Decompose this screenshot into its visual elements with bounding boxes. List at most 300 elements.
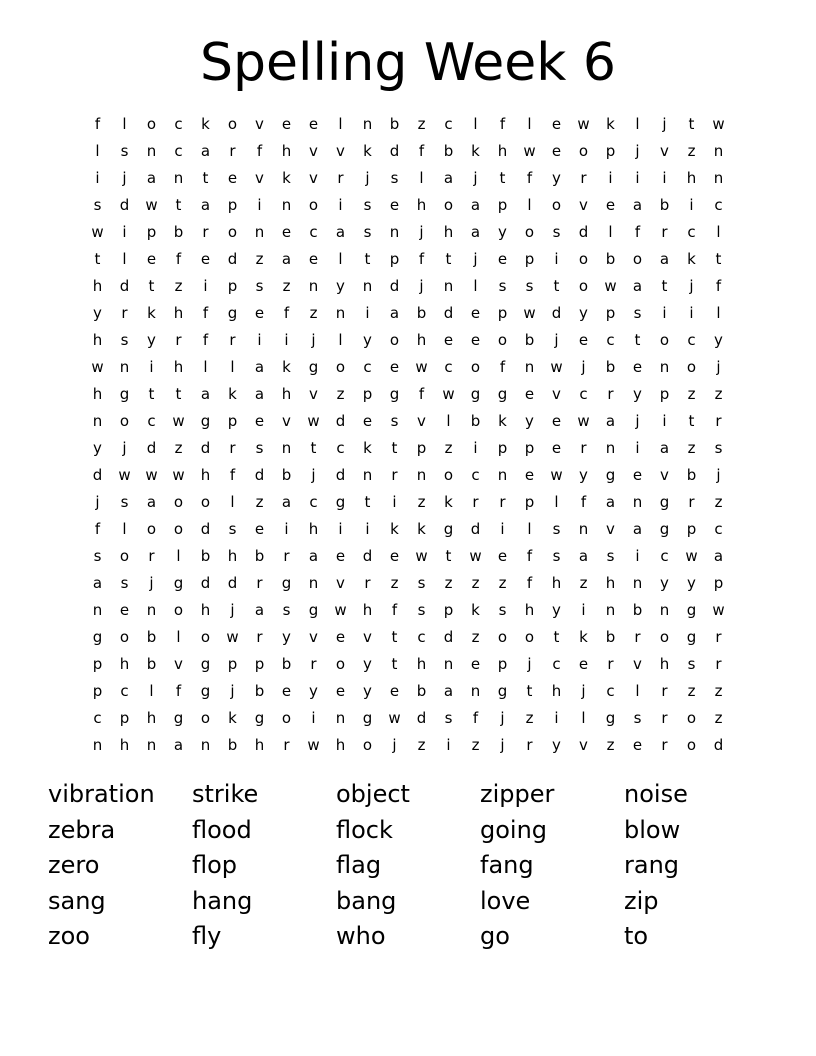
grid-row: [84, 354, 732, 381]
grid-letter: j: [230, 682, 235, 700]
grid-letter: j: [122, 169, 127, 187]
grid-letter: t: [445, 250, 452, 268]
grid-letter: e: [389, 547, 400, 565]
grid-letter: w: [712, 115, 725, 133]
grid-letter: k: [147, 304, 156, 322]
grid-letter: k: [444, 493, 453, 511]
grid-letter: l: [230, 358, 235, 376]
grid-letter: z: [579, 574, 588, 592]
grid-letter: v: [660, 466, 669, 484]
grid-letter: h: [173, 304, 184, 322]
grid-letter: p: [524, 439, 535, 457]
grid-letter: o: [362, 736, 373, 754]
grid-letter: s: [687, 655, 696, 673]
grid-letter: g: [92, 628, 103, 646]
grid-letter: s: [282, 601, 291, 619]
grid-letter: z: [255, 493, 264, 511]
grid-letter: v: [579, 196, 588, 214]
grid-row: [84, 705, 732, 732]
grid-letter: w: [415, 358, 428, 376]
grid-letter: j: [554, 331, 559, 349]
grid-letter: d: [119, 277, 130, 295]
grid-letter: b: [389, 115, 400, 133]
grid-letter: k: [390, 520, 399, 538]
grid-letter: v: [255, 115, 264, 133]
grid-letter: e: [443, 331, 454, 349]
grid-letter: f: [418, 250, 425, 268]
grid-letter: k: [687, 250, 696, 268]
grid-letter: s: [390, 412, 399, 430]
grid-letter: e: [389, 682, 400, 700]
grid-letter: z: [390, 574, 399, 592]
grid-letter: z: [606, 736, 615, 754]
grid-row: [84, 138, 732, 165]
grid-letter: e: [335, 682, 346, 700]
grid-row: [84, 624, 732, 651]
grid-letter: b: [200, 547, 211, 565]
grid-letter: r: [364, 574, 371, 592]
grid-letter: i: [257, 331, 262, 349]
grid-letter: w: [550, 466, 563, 484]
grid-letter: n: [146, 601, 157, 619]
grid-letter: o: [146, 115, 157, 133]
grid-letter: t: [634, 331, 641, 349]
grid-letter: s: [498, 601, 507, 619]
grid-letter: o: [119, 628, 130, 646]
grid-letter: o: [443, 466, 454, 484]
grid-letter: n: [173, 169, 184, 187]
grid-letter: c: [687, 223, 696, 241]
grid-letter: f: [499, 115, 506, 133]
grid-letter: y: [714, 331, 723, 349]
grid-letter: k: [201, 115, 210, 133]
grid-letter: v: [336, 142, 345, 160]
grid-letter: f: [472, 709, 479, 727]
grid-letter: j: [392, 736, 397, 754]
grid-letter: n: [659, 358, 670, 376]
grid-letter: t: [688, 412, 695, 430]
grid-letter: t: [553, 277, 560, 295]
grid-letter: i: [554, 709, 559, 727]
grid-letter: d: [416, 709, 427, 727]
grid-letter: d: [443, 628, 454, 646]
grid-letter: a: [200, 385, 211, 403]
grid-letter: e: [551, 115, 562, 133]
grid-letter: z: [714, 682, 723, 700]
grid-letter: v: [633, 655, 642, 673]
grid-letter: p: [227, 655, 238, 673]
grid-letter: w: [523, 304, 536, 322]
grid-letter: f: [94, 115, 101, 133]
grid-letter: k: [471, 142, 480, 160]
grid-letter: p: [497, 439, 508, 457]
grid-letter: a: [200, 196, 211, 214]
grid-letter: w: [172, 466, 185, 484]
grid-letter: b: [605, 250, 616, 268]
grid-letter: o: [686, 709, 697, 727]
grid-letter: o: [443, 196, 454, 214]
grid-letter: z: [687, 439, 696, 457]
grid-letter: l: [95, 142, 100, 160]
grid-letter: h: [416, 196, 427, 214]
grid-letter: n: [308, 574, 319, 592]
grid-letter: p: [686, 520, 697, 538]
grid-letter: r: [229, 439, 236, 457]
grid-letter: p: [119, 709, 130, 727]
grid-letter: e: [470, 304, 481, 322]
grid-letter: g: [686, 628, 697, 646]
grid-letter: z: [471, 628, 480, 646]
grid-letter: g: [362, 709, 373, 727]
grid-letter: i: [608, 169, 613, 187]
grid-letter: c: [552, 655, 561, 673]
grid-letter: y: [579, 466, 588, 484]
word-list-row: [48, 848, 768, 884]
word-list-item: object: [336, 780, 410, 808]
grid-letter: e: [146, 250, 157, 268]
grid-letter: w: [172, 412, 185, 430]
grid-row: [84, 732, 732, 759]
grid-letter: z: [174, 277, 183, 295]
grid-letter: s: [228, 520, 237, 538]
grid-letter: r: [607, 385, 614, 403]
grid-letter: a: [632, 520, 643, 538]
grid-letter: l: [176, 628, 181, 646]
word-list-item: flop: [192, 851, 238, 879]
grid-letter: o: [335, 655, 346, 673]
grid-letter: s: [390, 169, 399, 187]
grid-letter: a: [713, 547, 724, 565]
grid-letter: z: [417, 736, 426, 754]
grid-letter: f: [202, 331, 209, 349]
grid-letter: b: [524, 331, 535, 349]
grid-letter: n: [632, 493, 643, 511]
grid-letter: e: [119, 601, 130, 619]
grid-letter: t: [148, 277, 155, 295]
grid-letter: o: [551, 196, 562, 214]
grid-letter: e: [254, 304, 265, 322]
grid-letter: h: [200, 601, 211, 619]
grid-letter: e: [254, 412, 265, 430]
grid-letter: v: [363, 628, 372, 646]
grid-letter: b: [659, 196, 670, 214]
grid-letter: n: [146, 142, 157, 160]
grid-letter: b: [173, 223, 184, 241]
grid-letter: n: [659, 601, 670, 619]
grid-row: [84, 381, 732, 408]
grid-letter: f: [634, 223, 641, 241]
grid-letter: z: [687, 385, 696, 403]
grid-letter: a: [470, 196, 481, 214]
grid-letter: t: [391, 655, 398, 673]
grid-letter: v: [282, 412, 291, 430]
grid-letter: i: [365, 520, 370, 538]
grid-letter: s: [363, 223, 372, 241]
grid-letter: y: [660, 574, 669, 592]
grid-letter: h: [524, 601, 535, 619]
grid-letter: c: [174, 142, 183, 160]
grid-letter: d: [200, 520, 211, 538]
grid-letter: a: [200, 142, 211, 160]
grid-letter: z: [444, 439, 453, 457]
grid-letter: w: [577, 412, 590, 430]
grid-letter: p: [416, 439, 427, 457]
grid-letter: i: [338, 196, 343, 214]
grid-letter: z: [471, 574, 480, 592]
word-list-item: flag: [336, 851, 382, 879]
word-list-item: noise: [624, 780, 688, 808]
grid-letter: v: [606, 520, 615, 538]
grid-letter: z: [471, 736, 480, 754]
word-list-item: vibration: [48, 780, 155, 808]
grid-letter: r: [175, 331, 182, 349]
grid-letter: p: [497, 304, 508, 322]
grid-letter: a: [254, 601, 265, 619]
grid-letter: i: [635, 439, 640, 457]
grid-letter: p: [254, 655, 265, 673]
grid-letter: o: [119, 547, 130, 565]
grid-letter: s: [552, 223, 561, 241]
grid-letter: d: [119, 196, 130, 214]
grid-letter: y: [363, 331, 372, 349]
grid-letter: r: [715, 655, 722, 673]
grid-letter: n: [92, 601, 103, 619]
grid-letter: r: [310, 655, 317, 673]
grid-letter: n: [308, 277, 319, 295]
grid-letter: o: [632, 250, 643, 268]
grid-letter: r: [526, 736, 533, 754]
grid-letter: h: [335, 736, 346, 754]
grid-letter: s: [633, 304, 642, 322]
grid-letter: p: [92, 682, 103, 700]
grid-letter: n: [335, 304, 346, 322]
grid-letter: e: [308, 250, 319, 268]
grid-letter: v: [552, 385, 561, 403]
grid-letter: w: [685, 547, 698, 565]
grid-letter: b: [146, 628, 157, 646]
grid-letter: c: [147, 412, 156, 430]
grid-letter: r: [148, 547, 155, 565]
grid-letter: f: [229, 466, 236, 484]
grid-letter: t: [499, 169, 506, 187]
grid-letter: w: [442, 385, 455, 403]
grid-letter: i: [635, 547, 640, 565]
grid-letter: n: [497, 466, 508, 484]
grid-letter: r: [580, 169, 587, 187]
grid-letter: z: [417, 493, 426, 511]
grid-letter: i: [338, 520, 343, 538]
grid-letter: s: [93, 547, 102, 565]
grid-letter: p: [605, 304, 616, 322]
grid-letter: y: [552, 736, 561, 754]
grid-letter: e: [497, 250, 508, 268]
grid-letter: p: [713, 574, 724, 592]
word-list-row: [48, 777, 768, 813]
word-list-item: go: [480, 922, 510, 950]
grid-letter: s: [633, 709, 642, 727]
grid-letter: b: [443, 142, 454, 160]
grid-letter: d: [227, 574, 238, 592]
grid-letter: n: [335, 709, 346, 727]
grid-letter: d: [227, 250, 238, 268]
grid-letter: i: [95, 169, 100, 187]
grid-row: [84, 489, 732, 516]
grid-letter: s: [120, 493, 129, 511]
grid-letter: p: [524, 250, 535, 268]
grid-letter: l: [527, 520, 532, 538]
grid-letter: f: [283, 304, 290, 322]
grid-row: [84, 192, 732, 219]
grid-letter: r: [607, 655, 614, 673]
grid-letter: z: [309, 304, 318, 322]
grid-letter: i: [284, 520, 289, 538]
grid-letter: v: [309, 628, 318, 646]
grid-letter: y: [336, 277, 345, 295]
grid-letter: r: [121, 304, 128, 322]
grid-letter: e: [524, 385, 535, 403]
grid-letter: p: [659, 385, 670, 403]
grid-letter: e: [578, 655, 589, 673]
grid-letter: r: [256, 628, 263, 646]
grid-letter: i: [149, 358, 154, 376]
grid-letter: y: [579, 304, 588, 322]
grid-letter: j: [716, 358, 721, 376]
grid-letter: b: [254, 682, 265, 700]
word-list-item: zip: [624, 886, 659, 915]
grid-letter: b: [416, 682, 427, 700]
grid-letter: d: [335, 466, 346, 484]
grid-letter: h: [416, 331, 427, 349]
grid-letter: a: [659, 439, 670, 457]
grid-letter: i: [311, 709, 316, 727]
grid-letter: o: [200, 493, 211, 511]
grid-letter: z: [714, 493, 723, 511]
grid-letter: r: [391, 466, 398, 484]
grid-letter: t: [175, 196, 182, 214]
grid-letter: e: [524, 466, 535, 484]
grid-letter: j: [149, 574, 154, 592]
grid-letter: h: [686, 169, 697, 187]
grid-letter: n: [362, 115, 373, 133]
grid-letter: w: [145, 196, 158, 214]
grid-letter: t: [553, 628, 560, 646]
grid-letter: r: [661, 682, 668, 700]
grid-letter: e: [335, 628, 346, 646]
grid-letter: l: [122, 520, 127, 538]
grid-letter: g: [659, 520, 670, 538]
grid-letter: l: [338, 115, 343, 133]
grid-letter: p: [227, 277, 238, 295]
grid-letter: j: [419, 223, 424, 241]
grid-letter: l: [338, 250, 343, 268]
grid-letter: r: [472, 493, 479, 511]
grid-letter: i: [500, 520, 505, 538]
grid-letter: l: [338, 331, 343, 349]
grid-letter: g: [443, 520, 454, 538]
grid-letter: f: [526, 169, 533, 187]
grid-letter: j: [527, 655, 532, 673]
grid-letter: t: [202, 169, 209, 187]
grid-letter: o: [200, 709, 211, 727]
grid-letter: k: [363, 439, 372, 457]
grid-letter: o: [146, 520, 157, 538]
grid-letter: c: [714, 520, 723, 538]
grid-letter: e: [281, 223, 292, 241]
grid-letter: l: [446, 412, 451, 430]
grid-letter: j: [581, 682, 586, 700]
grid-letter: h: [119, 736, 130, 754]
grid-letter: h: [254, 736, 265, 754]
grid-letter: l: [716, 223, 721, 241]
word-list-item: strike: [192, 780, 259, 808]
grid-letter: e: [551, 439, 562, 457]
grid-letter: g: [335, 493, 346, 511]
grid-letter: l: [608, 223, 613, 241]
grid-letter: r: [337, 169, 344, 187]
grid-letter: z: [417, 115, 426, 133]
grid-letter: r: [661, 223, 668, 241]
grid-letter: n: [470, 682, 481, 700]
grid-letter: i: [662, 169, 667, 187]
grid-letter: s: [93, 196, 102, 214]
grid-letter: j: [230, 601, 235, 619]
grid-letter: l: [527, 115, 532, 133]
grid-letter: b: [281, 655, 292, 673]
grid-letter: n: [92, 736, 103, 754]
grid-row: [84, 408, 732, 435]
grid-letter: a: [146, 493, 157, 511]
word-list-item: zebra: [48, 815, 116, 844]
grid-letter: i: [473, 439, 478, 457]
grid-letter: t: [661, 277, 668, 295]
grid-letter: a: [389, 304, 400, 322]
grid-letter: p: [362, 385, 373, 403]
grid-letter: j: [662, 115, 667, 133]
word-list-item: zipper: [480, 780, 555, 808]
grid-letter: n: [443, 655, 454, 673]
grid-letter: y: [282, 628, 291, 646]
grid-letter: s: [255, 439, 264, 457]
grid-letter: f: [715, 277, 722, 295]
grid-letter: b: [686, 466, 697, 484]
grid-letter: s: [525, 277, 534, 295]
word-list-item: flood: [192, 815, 252, 844]
grid-letter: b: [416, 304, 427, 322]
grid-letter: o: [659, 331, 670, 349]
grid-letter: r: [661, 709, 668, 727]
grid-letter: r: [661, 736, 668, 754]
grid-letter: z: [525, 709, 534, 727]
grid-letter: r: [499, 493, 506, 511]
grid-letter: p: [92, 655, 103, 673]
grid-letter: d: [146, 439, 157, 457]
grid-letter: e: [227, 169, 238, 187]
grid-letter: r: [634, 628, 641, 646]
grid-letter: n: [578, 520, 589, 538]
grid-letter: o: [497, 628, 508, 646]
grid-letter: h: [605, 574, 616, 592]
grid-letter: d: [470, 520, 481, 538]
grid-letter: b: [281, 466, 292, 484]
grid-letter: o: [281, 709, 292, 727]
grid-letter: i: [392, 493, 397, 511]
grid-letter: z: [336, 385, 345, 403]
grid-letter: c: [444, 115, 453, 133]
grid-letter: f: [418, 142, 425, 160]
grid-letter: j: [473, 250, 478, 268]
grid-row: [84, 111, 732, 138]
grid-row: [84, 273, 732, 300]
